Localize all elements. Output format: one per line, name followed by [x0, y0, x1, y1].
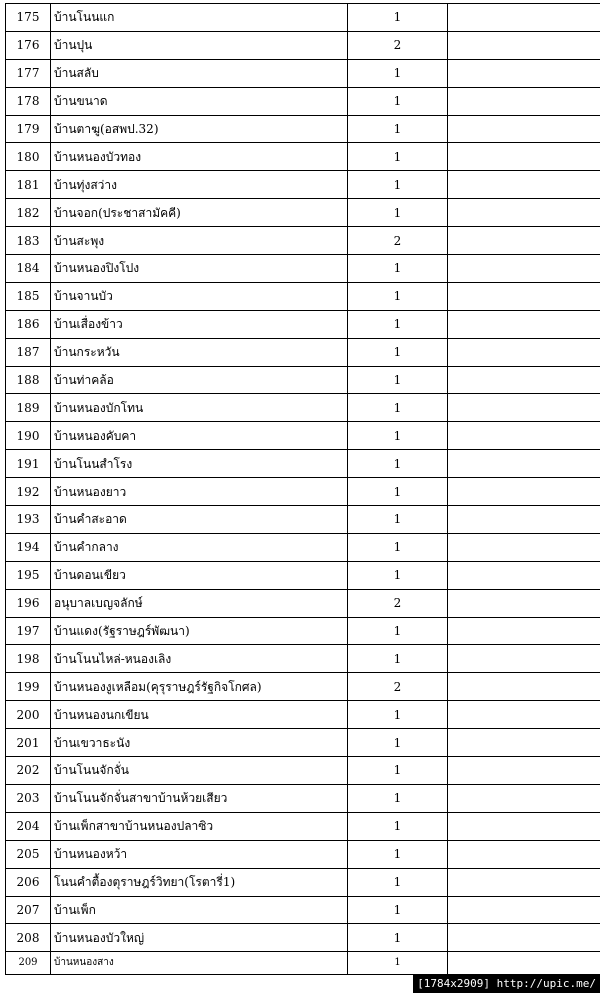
row-number-cell: 194	[6, 533, 51, 561]
school-name-cell: บ้านหนองหว้า	[51, 840, 348, 868]
row-number-cell: 206	[6, 868, 51, 896]
school-name-cell: บ้านปุน	[51, 31, 348, 59]
school-name-cell: บ้านคำสะอาด	[51, 506, 348, 534]
count-cell: 1	[348, 255, 448, 283]
school-name-cell: โนนคำตื้องตุราษฎร์วิทยา(โรตารี่1)	[51, 868, 348, 896]
table-row	[6, 952, 600, 975]
table-row	[6, 868, 600, 896]
empty-cell	[448, 673, 600, 701]
empty-cell	[448, 617, 600, 645]
row-number-cell: 203	[6, 784, 51, 812]
row-number-cell: 181	[6, 171, 51, 199]
empty-cell	[448, 729, 600, 757]
empty-cell	[448, 87, 600, 115]
row-number-cell: 204	[6, 812, 51, 840]
table-row	[6, 87, 600, 115]
table-row	[6, 561, 600, 589]
count-cell: 2	[348, 227, 448, 255]
count-cell: 2	[348, 31, 448, 59]
row-number-cell: 202	[6, 757, 51, 785]
empty-cell	[448, 422, 600, 450]
count-cell: 1	[348, 199, 448, 227]
school-name-cell: บ้านโนนสำโรง	[51, 450, 348, 478]
row-number-cell: 192	[6, 478, 51, 506]
empty-cell	[448, 840, 600, 868]
row-number-cell: 209	[6, 952, 51, 975]
count-cell: 1	[348, 394, 448, 422]
count-cell: 1	[348, 282, 448, 310]
school-name-cell: บ้านสลับ	[51, 59, 348, 87]
empty-cell	[448, 450, 600, 478]
school-name-cell: บ้านโนนแก	[51, 4, 348, 32]
table-row	[6, 757, 600, 785]
row-number-cell: 191	[6, 450, 51, 478]
empty-cell	[448, 31, 600, 59]
empty-cell	[448, 506, 600, 534]
table-row	[6, 478, 600, 506]
row-number-cell: 193	[6, 506, 51, 534]
empty-cell	[448, 589, 600, 617]
table-row	[6, 673, 600, 701]
row-number-cell: 179	[6, 115, 51, 143]
count-cell: 1	[348, 812, 448, 840]
count-cell: 1	[348, 338, 448, 366]
empty-cell	[448, 4, 600, 32]
row-number-cell: 189	[6, 394, 51, 422]
table-row	[6, 31, 600, 59]
count-cell: 1	[348, 561, 448, 589]
empty-cell	[448, 924, 600, 952]
count-cell: 1	[348, 533, 448, 561]
row-number-cell: 178	[6, 87, 51, 115]
count-cell: 1	[348, 924, 448, 952]
table-row	[6, 366, 600, 394]
table-row	[6, 812, 600, 840]
table-row	[6, 450, 600, 478]
count-cell: 1	[348, 143, 448, 171]
count-cell: 1	[348, 840, 448, 868]
table-row	[6, 924, 600, 952]
empty-cell	[448, 171, 600, 199]
table-row	[6, 506, 600, 534]
row-number-cell: 198	[6, 645, 51, 673]
empty-cell	[448, 645, 600, 673]
row-number-cell: 197	[6, 617, 51, 645]
row-number-cell: 200	[6, 701, 51, 729]
table-row	[6, 840, 600, 868]
school-name-cell: บ้านทุ่งสว่าง	[51, 171, 348, 199]
empty-cell	[448, 533, 600, 561]
row-number-cell: 201	[6, 729, 51, 757]
table-row	[6, 394, 600, 422]
count-cell: 1	[348, 784, 448, 812]
empty-cell	[448, 868, 600, 896]
empty-cell	[448, 952, 600, 975]
count-cell: 1	[348, 617, 448, 645]
empty-cell	[448, 227, 600, 255]
count-cell: 1	[348, 59, 448, 87]
school-name-cell: บ้านโนนไหล่-หนองเลิง	[51, 645, 348, 673]
row-number-cell: 186	[6, 310, 51, 338]
row-number-cell: 199	[6, 673, 51, 701]
table-row	[6, 171, 600, 199]
table-row	[6, 896, 600, 924]
table-row	[6, 115, 600, 143]
table-row	[6, 701, 600, 729]
row-number-cell: 205	[6, 840, 51, 868]
empty-cell	[448, 394, 600, 422]
count-cell: 2	[348, 673, 448, 701]
table-row	[6, 784, 600, 812]
row-number-cell: 196	[6, 589, 51, 617]
row-number-cell: 177	[6, 59, 51, 87]
row-number-cell: 188	[6, 366, 51, 394]
school-name-cell: บ้านเพ็ก	[51, 896, 348, 924]
image-host-watermark: [1784x2909] http://upic.me/	[413, 975, 600, 993]
count-cell: 2	[348, 589, 448, 617]
row-number-cell: 185	[6, 282, 51, 310]
empty-cell	[448, 896, 600, 924]
empty-cell	[448, 143, 600, 171]
empty-cell	[448, 310, 600, 338]
school-name-cell: บ้านท่าคล้อ	[51, 366, 348, 394]
table-row	[6, 533, 600, 561]
school-name-cell: บ้านสะพุง	[51, 227, 348, 255]
school-name-cell: บ้านขนาด	[51, 87, 348, 115]
count-cell: 1	[348, 896, 448, 924]
empty-cell	[448, 282, 600, 310]
count-cell: 1	[348, 366, 448, 394]
row-number-cell: 184	[6, 255, 51, 283]
school-name-cell: บ้านหนองสาง	[51, 952, 348, 975]
empty-cell	[448, 757, 600, 785]
school-name-cell: บ้านโนนจักจั่นสาขาบ้านห้วยเสียว	[51, 784, 348, 812]
count-cell: 1	[348, 115, 448, 143]
school-name-cell: บ้านหนองบักโทน	[51, 394, 348, 422]
count-cell: 1	[348, 729, 448, 757]
school-name-cell: บ้านหนองยาว	[51, 478, 348, 506]
school-name-cell: บ้านเสื่องข้าว	[51, 310, 348, 338]
row-number-cell: 208	[6, 924, 51, 952]
empty-cell	[448, 255, 600, 283]
empty-cell	[448, 366, 600, 394]
table-row	[6, 617, 600, 645]
empty-cell	[448, 59, 600, 87]
table-row	[6, 422, 600, 450]
empty-cell	[448, 561, 600, 589]
row-number-cell: 183	[6, 227, 51, 255]
school-name-cell: บ้านจอก(ประชาสามัคคี)	[51, 199, 348, 227]
empty-cell	[448, 701, 600, 729]
row-number-cell: 187	[6, 338, 51, 366]
count-cell: 1	[348, 310, 448, 338]
row-number-cell: 182	[6, 199, 51, 227]
school-name-cell: บ้านคำกลาง	[51, 533, 348, 561]
table-row	[6, 282, 600, 310]
table-row	[6, 4, 600, 32]
empty-cell	[448, 338, 600, 366]
count-cell: 1	[348, 422, 448, 450]
school-name-cell: บ้านหนองงูเหลือม(คุรุราษฎร์รัฐกิจโกศล)	[51, 673, 348, 701]
school-name-cell: บ้านเขวาธะนัง	[51, 729, 348, 757]
table-row	[6, 729, 600, 757]
empty-cell	[448, 812, 600, 840]
school-name-cell: บ้านดอนเขียว	[51, 561, 348, 589]
row-number-cell: 176	[6, 31, 51, 59]
row-number-cell: 190	[6, 422, 51, 450]
school-name-cell: บ้านหนองบัวใหญ่	[51, 924, 348, 952]
school-name-cell: บ้านโนนจักจั่น	[51, 757, 348, 785]
school-name-cell: บ้านหนองบัวทอง	[51, 143, 348, 171]
table-row	[6, 255, 600, 283]
table-row	[6, 589, 600, 617]
table-row	[6, 199, 600, 227]
count-cell: 1	[348, 4, 448, 32]
count-cell: 1	[348, 450, 448, 478]
school-name-cell: บ้านหนองปิงโปง	[51, 255, 348, 283]
table-row	[6, 143, 600, 171]
empty-cell	[448, 784, 600, 812]
count-cell: 1	[348, 757, 448, 785]
count-cell: 1	[348, 478, 448, 506]
table-row	[6, 338, 600, 366]
count-cell: 1	[348, 506, 448, 534]
row-number-cell: 195	[6, 561, 51, 589]
row-number-cell: 175	[6, 4, 51, 32]
row-number-cell: 180	[6, 143, 51, 171]
school-name-cell: บ้านแดง(รัฐราษฎร์พัฒนา)	[51, 617, 348, 645]
school-table-body	[6, 4, 600, 975]
count-cell: 1	[348, 952, 448, 975]
empty-cell	[448, 478, 600, 506]
school-name-cell: บ้านหนองนกเขียน	[51, 701, 348, 729]
table-row	[6, 645, 600, 673]
school-name-cell: บ้านตาฆู(อสพป.32)	[51, 115, 348, 143]
count-cell: 1	[348, 868, 448, 896]
table-row	[6, 227, 600, 255]
count-cell: 1	[348, 701, 448, 729]
count-cell: 1	[348, 171, 448, 199]
school-name-cell: บ้านหนองคับคา	[51, 422, 348, 450]
school-name-cell: บ้านจานบัว	[51, 282, 348, 310]
table-row	[6, 59, 600, 87]
count-cell: 1	[348, 645, 448, 673]
school-name-cell: บ้านเพ็กสาขาบ้านหนองปลาซิว	[51, 812, 348, 840]
school-name-cell: อนุบาลเบญจลักษ์	[51, 589, 348, 617]
school-name-cell: บ้านกระหวัน	[51, 338, 348, 366]
count-cell: 1	[348, 87, 448, 115]
empty-cell	[448, 115, 600, 143]
school-table	[5, 3, 600, 975]
row-number-cell: 207	[6, 896, 51, 924]
empty-cell	[448, 199, 600, 227]
table-row	[6, 310, 600, 338]
